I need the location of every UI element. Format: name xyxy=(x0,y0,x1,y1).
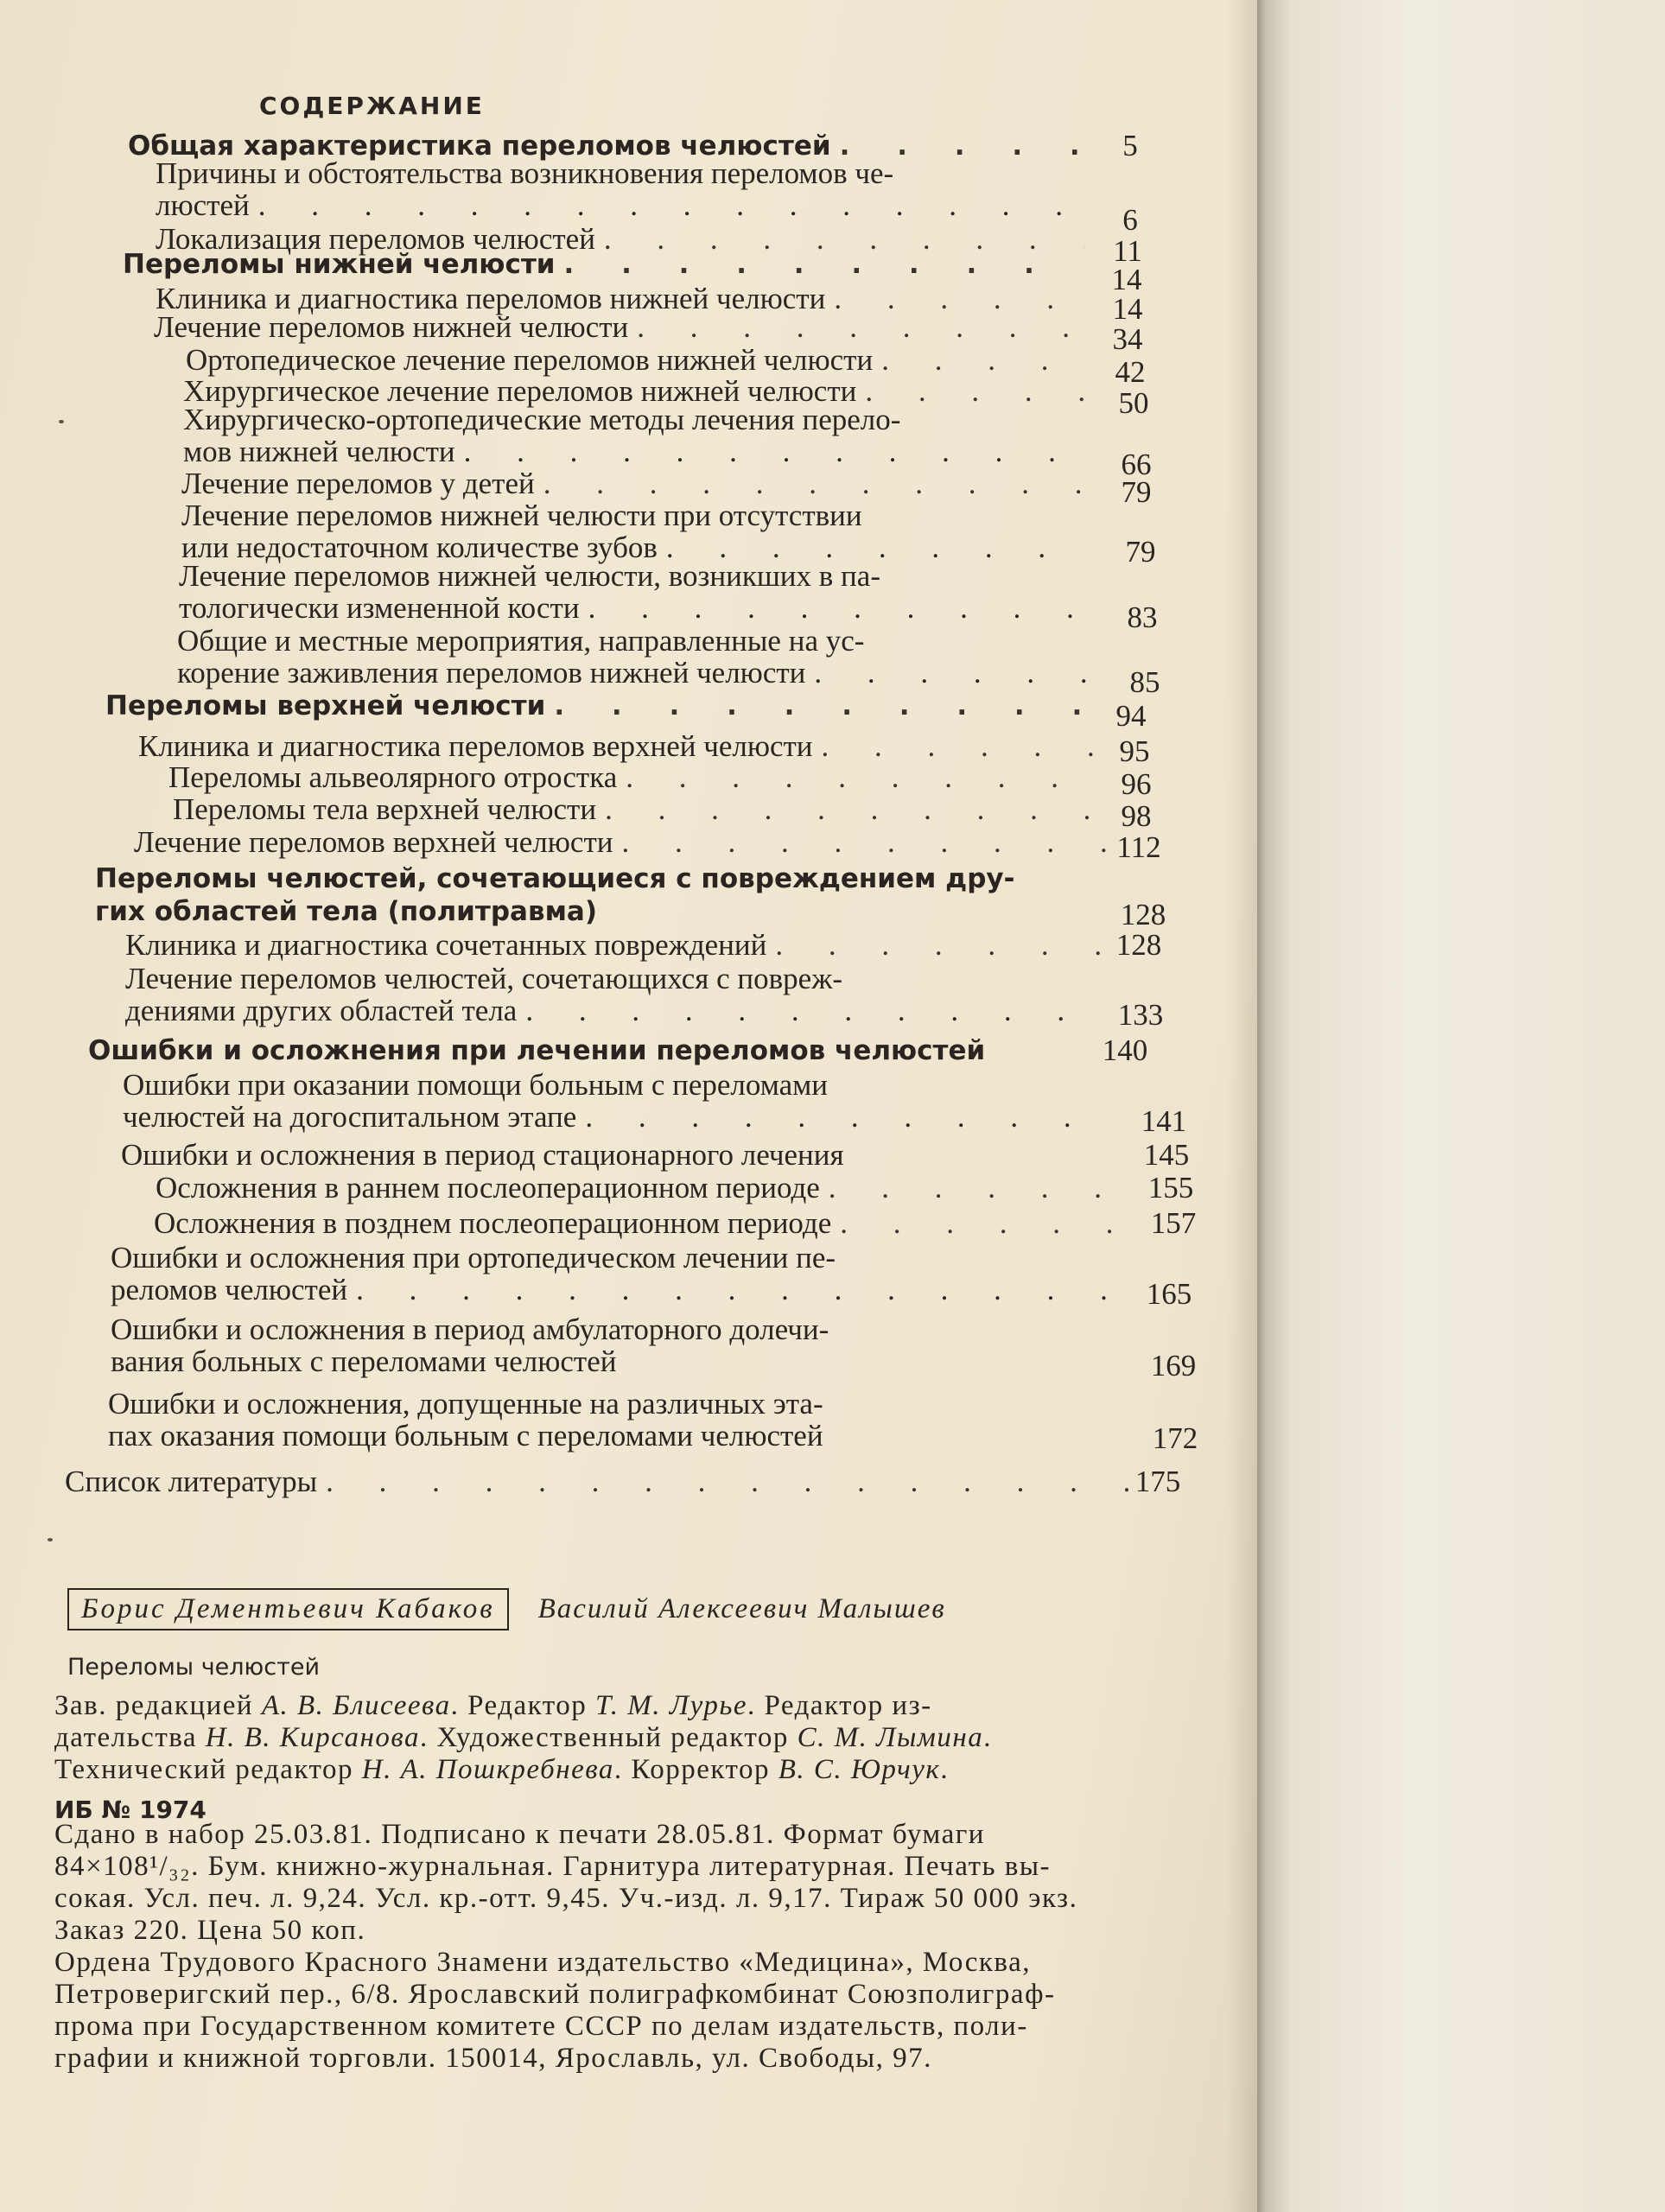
toc-entry-title: Лечение переломов у детей xyxy=(181,467,535,500)
toc-entry xyxy=(168,760,1152,801)
toc-entry-page: 145 xyxy=(1143,1138,1190,1172)
toc-entry-page: 141 xyxy=(1141,1104,1187,1138)
toc-entry xyxy=(154,310,1143,356)
toc-entry-title: Лечение переломов нижней челюсти xyxy=(154,310,629,344)
toc-entry xyxy=(121,1138,1190,1172)
contents-heading: СОДЕРЖАНИЕ xyxy=(259,92,485,120)
toc-entry xyxy=(65,1465,1181,1498)
leader-dots xyxy=(464,435,1086,467)
toc-entry-page: 79 xyxy=(1125,535,1156,569)
toc-entry-title: Осложнения в позднем послеоперационном периоде xyxy=(154,1206,832,1240)
leader-dots xyxy=(564,248,1082,281)
toc-entry-title: Переломы тела верхней челюсти xyxy=(173,792,597,826)
toc-entry-title-line1: Ошибки и осложнения, допущенные на различных эта- xyxy=(108,1387,823,1421)
leader-dots xyxy=(840,1207,1127,1240)
toc-entry-title: Клиника и диагностика сочетанных повреждений xyxy=(125,928,767,962)
toc-entry-page: 112 xyxy=(1116,830,1161,864)
leader-dots xyxy=(356,1274,1130,1306)
toc-entry-title: Клиника и диагностика переломов верхней челюсти xyxy=(138,729,813,763)
author-name: Василий Алексеевич Малышев xyxy=(537,1593,946,1624)
toc-entry-title-line1: Лечение переломов нижней челюсти, возникших в па- xyxy=(179,559,880,593)
toc-entry-page: 157 xyxy=(1150,1206,1197,1240)
staff-text: . xyxy=(983,1722,992,1753)
toc-entry xyxy=(177,624,1160,699)
ink-speck xyxy=(48,1538,53,1541)
toc-entry-page: 79 xyxy=(1121,475,1152,509)
toc-entry-page: 133 xyxy=(1117,998,1164,1032)
toc-entry xyxy=(95,862,1166,931)
authors-line xyxy=(67,1588,946,1630)
leader-dots xyxy=(621,826,1106,859)
publisher-line: графии и книжной торговли. 150014, Ярославль, ул. Свободы, 97. xyxy=(54,2043,932,2074)
leader-dots xyxy=(588,592,1095,624)
toc-entry-title: Переломы верхней челюсти xyxy=(105,690,546,721)
toc-entry xyxy=(173,792,1152,833)
toc-entry xyxy=(125,928,1162,962)
print-line: 84×108¹/₃₂. Бум. книжно-журнальная. Гарнитура литературная. Печать вы- xyxy=(54,1851,1052,1882)
toc-entry-page: 140 xyxy=(1102,1033,1148,1067)
leader-dots xyxy=(829,1172,1125,1205)
toc-entry xyxy=(111,1241,1192,1311)
toc-entry-title: Ортопедическое лечение переломов нижней челюсти xyxy=(186,343,874,377)
toc-entry-title: Переломы нижней челюсти xyxy=(123,249,556,280)
leader-dots xyxy=(525,995,1112,1027)
toc-entry-title: Осложнения в раннем послеоперационном периоде xyxy=(156,1171,820,1205)
toc-entry-title: Общая характеристика переломов челюстей xyxy=(128,130,831,162)
print-line: сокая. Усл. печ. л. 9,24. Усл. кр.-отт. 9,45. Уч.-изд. л. 9,17. Тираж 50 000 экз. xyxy=(54,1883,1078,1914)
toc-entry xyxy=(181,467,1152,509)
toc-entry-title-line2: пах оказания помощи больным с переломами челюстей xyxy=(108,1419,823,1452)
toc-entry-title: Ошибки и осложнения в период стационарного лечения xyxy=(121,1138,844,1172)
facing-page xyxy=(1257,0,1665,2212)
toc-entry-title-line1: Ошибки и осложнения в период амбулаторного долечи- xyxy=(111,1313,829,1346)
publisher-line: Ордена Трудового Красного Знамени издательство «Медицина», Москва, xyxy=(54,1947,1031,1978)
toc-entry xyxy=(156,1171,1194,1205)
toc-entry-page: 50 xyxy=(1118,386,1149,420)
toc-entry-title: Лечение переломов верхней челюсти xyxy=(134,825,613,859)
toc-entry-title-line1: Лечение переломов челюстей, сочетающихся с повреж- xyxy=(125,962,843,995)
toc-entry-page: 6 xyxy=(1122,203,1138,237)
toc-entry-page: 66 xyxy=(1121,448,1152,481)
toc-entry-page: 98 xyxy=(1121,799,1152,833)
toc-entry-page: 95 xyxy=(1119,734,1150,768)
toc-entry-title-line1: Общие и местные мероприятия, направленные на ус- xyxy=(177,624,865,658)
book-title: Переломы челюстей xyxy=(67,1654,320,1681)
leader-dots xyxy=(258,189,1082,221)
toc-entry-title-line1: Ошибки и осложнения при ортопедическом лечении пе- xyxy=(111,1241,836,1274)
toc-entry-page: 11 xyxy=(1113,234,1142,268)
toc-entry-title: Переломы альвеолярного отростка xyxy=(168,760,618,794)
leader-dots xyxy=(585,1101,1116,1133)
toc-entry-page: 5 xyxy=(1122,129,1138,162)
ib-number: ИБ № 1974 xyxy=(54,1796,207,1824)
leader-dots xyxy=(543,467,1089,500)
toc-entry xyxy=(88,1033,1148,1067)
toc-entry-page: 42 xyxy=(1115,355,1146,389)
toc-entry xyxy=(156,156,1138,237)
print-details xyxy=(54,1819,1299,1947)
toc-entry-page: 14 xyxy=(1111,263,1142,296)
leader-dots xyxy=(822,730,1102,763)
staff-name: В. С. Юрчук xyxy=(778,1754,941,1785)
toc-entry xyxy=(138,729,1150,768)
toc-entry-title-line2: вания больных с переломами челюстей xyxy=(111,1344,617,1378)
toc-entry-title: Хирургическое лечение переломов нижней челюсти xyxy=(183,374,857,408)
toc-entry-title: Ошибки и осложнения при лечении переломов челюстей xyxy=(88,1035,986,1066)
print-line: Заказ 220. Цена 50 коп. xyxy=(54,1915,366,1946)
toc-entry-page: 172 xyxy=(1152,1421,1198,1455)
editorial-staff xyxy=(54,1690,1299,1786)
toc-entry-page: 96 xyxy=(1121,767,1152,801)
toc-entry-page: 85 xyxy=(1129,665,1160,699)
toc-entry xyxy=(181,499,1156,569)
staff-text: . Корректор xyxy=(613,1754,778,1785)
toc-entry-page: 155 xyxy=(1147,1171,1194,1205)
leader-dots xyxy=(814,657,1097,689)
toc-entry xyxy=(186,343,1146,389)
staff-name: А. В. Блисеева xyxy=(261,1690,451,1721)
toc-entry-title-line1: Лечение переломов нижней челюсти при отсутствии xyxy=(181,499,862,532)
toc-entry-title: Список литературы xyxy=(65,1465,318,1498)
leader-dots xyxy=(605,793,1106,826)
toc-entry-title-line1: Ошибки при оказании помощи больным с переломами xyxy=(123,1068,829,1102)
toc-entry-title-line2: или недостаточном количестве зубов xyxy=(181,531,658,564)
staff-text: Зав. редакцией xyxy=(54,1690,262,1721)
toc-entry-page: 165 xyxy=(1146,1277,1192,1311)
staff-text: дательства xyxy=(54,1722,206,1753)
staff-name: Т. М. Лурье xyxy=(595,1690,748,1721)
toc-entry-page: 175 xyxy=(1134,1465,1181,1498)
toc-entry-page: 128 xyxy=(1120,898,1166,931)
toc-entry-page: 83 xyxy=(1127,601,1158,634)
toc-entry-title: Локализация переломов челюстей xyxy=(156,222,595,256)
toc-entry-page: 14 xyxy=(1112,292,1143,326)
toc-entry xyxy=(123,1068,1187,1138)
toc-entry-title-line2: люстей xyxy=(156,188,250,222)
author-name: Борис Дементьевич Кабаков xyxy=(67,1588,509,1630)
print-line: Сдано в набор 25.03.81. Подписано к печати 28.05.81. Формат бумаги xyxy=(54,1819,985,1850)
toc-entry-page: 128 xyxy=(1115,928,1162,962)
toc-entry-title-line2: реломов челюстей xyxy=(111,1273,348,1306)
toc-entry xyxy=(108,1387,1198,1455)
toc-entry xyxy=(111,1313,1197,1382)
staff-text: . Редактор xyxy=(450,1690,596,1721)
ink-speck xyxy=(59,420,64,423)
toc-entry xyxy=(105,690,1147,733)
toc-entry-title-line2: корение заживления переломов нижней челюсти xyxy=(177,656,806,690)
leader-dots xyxy=(326,1465,1145,1498)
toc-entry-title-line2: мов нижней челюсти xyxy=(183,435,455,468)
toc-entry xyxy=(125,962,1164,1032)
staff-name: С. М. Лымина xyxy=(797,1722,984,1753)
toc-entry xyxy=(134,825,1161,864)
staff-text: . Художественный редактор xyxy=(419,1722,798,1753)
leader-dots xyxy=(881,344,1084,377)
staff-text: Технический редактор xyxy=(54,1754,362,1785)
toc-entry-title-line1: Переломы челюстей, сочетающиеся с повреждением дру- xyxy=(95,863,1015,894)
staff-name: Н. В. Кирсанова xyxy=(205,1722,420,1753)
toc-entry-page: 34 xyxy=(1112,322,1143,356)
staff-text: . xyxy=(940,1754,950,1785)
toc-entry-title-line2: дениями других областей тела xyxy=(125,994,518,1027)
toc-entry-title: Клиника и диагностика переломов нижней челюсти xyxy=(156,282,826,315)
toc-entry-page: 169 xyxy=(1150,1349,1197,1382)
toc-entry-title-line1: Хирургическо-ортопедические методы лечения перело- xyxy=(183,403,901,436)
toc-entry-title-line1: Причины и обстоятельства возникновения переломов че- xyxy=(156,156,894,190)
publisher-details xyxy=(54,1947,1299,2075)
publisher-line: Петроверигский пер., 6/8. Ярославский полиграфкомбинат Союзполиграф- xyxy=(54,1979,1056,2010)
toc-entry xyxy=(179,559,1158,634)
staff-text: . Редактор из- xyxy=(747,1690,932,1721)
toc-entry xyxy=(154,1206,1197,1240)
toc-entry-title-line2: челюстей на догоспитальном этапе xyxy=(123,1100,577,1134)
leader-dots xyxy=(637,311,1084,344)
leader-dots xyxy=(554,690,1099,722)
leader-dots xyxy=(775,929,1110,962)
toc-entry-title-line2: гих областей тела (политравма) xyxy=(95,896,597,927)
toc-entry-title-line2: тологически измененной кости xyxy=(179,591,580,625)
publisher-line: прома при Государственном комитете СССР по делам издательств, поли- xyxy=(54,2011,1028,2042)
leader-dots xyxy=(626,761,1103,794)
staff-name: Н. А. Пошкребнева xyxy=(361,1754,614,1785)
toc-entry-page: 94 xyxy=(1115,699,1147,733)
